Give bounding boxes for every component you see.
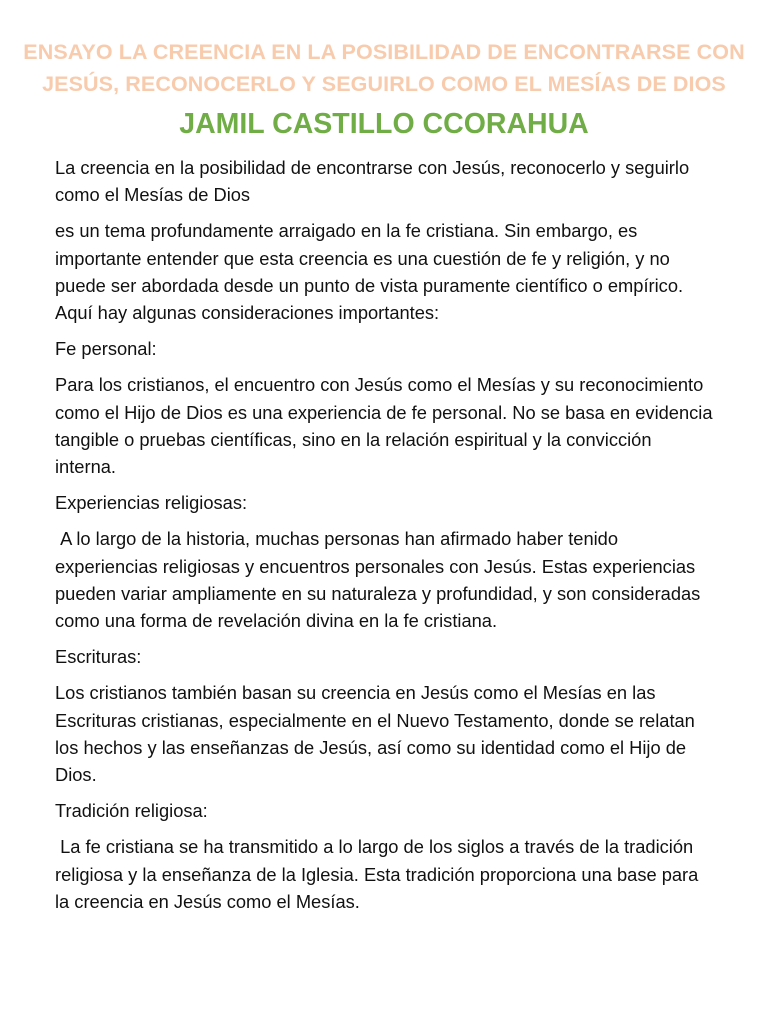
heading-tradicion-religiosa: Tradición religiosa:	[55, 800, 208, 822]
author-name: JAMIL CASTILLO CCORAHUA	[179, 108, 589, 140]
essay-body	[55, 154, 715, 924]
essay-title	[14, 36, 754, 100]
essay-title-line-1: ENSAYO LA CREENCIA EN LA POSIBILIDAD DE ENCONTRARSE CON	[23, 40, 745, 64]
heading-escrituras: Escrituras:	[55, 646, 142, 668]
paragraph-tradicion-religiosa: La fe cristiana se ha transmitido a lo largo de los siglos a través de la tradición religiosa y la enseñanza de la Iglesia. Esta tradición proporciona una base para la creencia en Jesús como el Mesías.	[55, 836, 704, 912]
paragraph-escrituras: Los cristianos también basan su creencia en Jesús como el Mesías en las Escrituras cristianas, especialmente en el Nuevo Testamento, donde se relatan los hechos y las enseñanzas de Jesús, así como su identidad como el Hijo de Dios.	[55, 682, 695, 786]
paragraph-fe-personal: Para los cristianos, el encuentro con Jesús como el Mesías y su reconocimiento como el Hijo de Dios es una experiencia de fe personal. No se basa en evidencia tangible o pruebas científicas, sino en la relación espiritual y la convicción interna.	[55, 374, 713, 478]
paragraph-experiencias-religiosas: A lo largo de la historia, muchas personas han afirmado haber tenido experiencias religiosas y encuentros personales con Jesús. Estas experiencias pueden variar ampliamente en su naturaleza y profundidad, y son consideradas como una forma de revelación divina en la fe cristiana.	[55, 528, 706, 632]
heading-experiencias-religiosas: Experiencias religiosas:	[55, 492, 248, 514]
essay-title-line-2: JESÚS, RECONOCERLO Y SEGUIRLO COMO EL MESÍAS DE DIOS	[42, 72, 726, 96]
paragraph-intro-1: La creencia en la posibilidad de encontrarse con Jesús, reconocerlo y seguirlo como el Mesías de Dios	[55, 157, 690, 206]
paragraph-intro-2: es un tema profundamente arraigado en la fe cristiana. Sin embargo, es importante entender que esta creencia es una cuestión de fe y religión, y no puede ser abordada desde un punto de vista puramente científico o empírico. Aquí hay algunas consideraciones importantes:	[55, 220, 684, 324]
heading-fe-personal: Fe personal:	[55, 338, 157, 360]
